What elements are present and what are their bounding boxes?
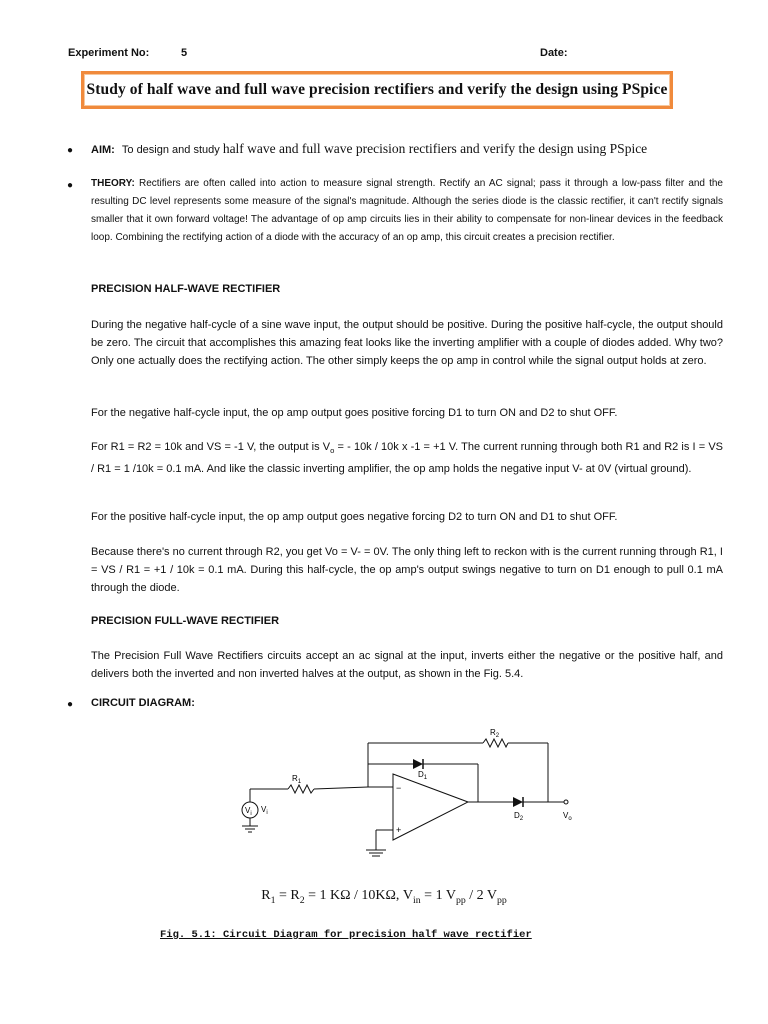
formula-sub: pp [455,894,466,906]
formula-part: = R [275,888,300,903]
label-vo: $V_o$ [563,811,572,822]
date-label: Date: [540,47,568,59]
half-wave-paragraph-4: For the positive half-cycle input, the op amp output goes negative forcing D2 to turn ON and D1 to shut OFF. [91,511,618,523]
half-wave-paragraph-3 [91,438,723,478]
formula-sub: in [413,894,421,906]
op-amp [393,774,468,840]
label-inverting-input: − [396,783,402,793]
aim-line [91,140,741,159]
label-d1: $D_1$ [418,770,428,781]
label-r2: $R_2$ [490,728,500,739]
p3-part-a: For R1 = R2 = 10k and VS = -1 V, the output is V [91,441,331,453]
component-values [0,888,768,906]
label-r1: $R_1$ [292,774,302,785]
half-wave-paragraph-2: For the negative half-cycle input, the op amp output goes positive forcing D1 to turn ON and D2 to shut OFF. [91,407,618,419]
aim-lead: To design and study [121,144,220,156]
p3-subscript: o [330,446,335,456]
aim-label: AIM: [91,144,115,156]
formula-part: / 2 V [465,888,497,903]
circuit-diagram [228,722,588,867]
label-vi-source: $V_i$ [245,806,252,817]
circuit-diagram-label: CIRCUIT DIAGRAM: [91,697,195,709]
half-wave-paragraph-5: Because there's no current through R2, you get Vo = V- = 0V. The only thing left to reckon with is the current running through R1, I = VS / R1 = +1 / 10k = 0.1 mA. During this half-cycle, the op amp's output swings negative to turn on D1 enough to pull 0.1 mA through the diode. [91,546,723,594]
diode-d2 [513,797,523,807]
bullet-icon: ● [67,145,74,156]
resistor-r2 [483,739,508,747]
experiment-label: Experiment No: [68,47,150,59]
bullet-icon: ● [67,180,74,191]
resistor-r1 [288,785,314,793]
theory-label: THEORY: [91,178,135,189]
figure-caption: Fig. 5.1: Circuit Diagram for precision half wave rectifier [160,929,532,941]
diode-d1 [413,759,423,769]
formula-sub: pp [496,894,507,906]
experiment-number: 5 [181,47,188,59]
formula-part: = 1 V [420,888,456,903]
half-wave-paragraph-1: During the negative half-cycle of a sine wave input, the output should be positive. During the positive half-cycle, the output should be zero. The circuit that accomplishes this amazing feat looks like the inverting amplifier with a couple of diodes added. Why two? Only one actually does the rectifying action. The other simply keeps the op amp in control while the signal output holds at zero. [91,319,723,367]
page-title: Study of half wave and full wave precision rectifiers and verify the design using PSpice [86,81,668,98]
formula-part: = 1 KΩ / 10KΩ, V [304,888,414,903]
formula-sub: 2 [299,894,305,906]
full-wave-paragraph: The Precision Full Wave Rectifiers circuits accept an ac signal at the input, inverts either the negative or the positive half, and delivers both the inverted and non inverted halves at the output, as shown in the Fig. 5.4. [91,650,723,680]
half-wave-heading: PRECISION HALF-WAVE RECTIFIER [91,283,281,295]
label-noninverting-input: + [396,825,402,835]
aim-text: half wave and full wave precision rectifiers and verify the design using PSpice [222,141,648,156]
formula-sub: 1 [270,894,276,906]
wire [314,787,368,789]
theory-text: Rectifiers are often called into action to measure signal strength. Rectify an AC signal; pass it through a low-pass filter and the resulting DC level represents some measure of the signal's magnitude. Although the series diode is the classic rectifier, it can't rectify signals smaller that it own forward voltage! The advantage of op amp circuits lies in their ability to compensate for non-linear devices in the feedback loop. Combining the rectifying action of a diode with the accuracy of an op amp, this circuit creates a precision rectifier. [91,178,723,243]
full-wave-heading: PRECISION FULL-WAVE RECTIFIER [91,615,280,627]
output-terminal [564,800,568,804]
bullet-icon: ● [67,699,74,710]
formula-part: R [261,888,271,903]
label-d2: $D_2$ [514,811,524,822]
label-vi: $V_i$ [261,805,268,816]
p3-part-b: = - 10k / 10k x -1 = +1 V. The current running through both R1 and R2 is I = VS / R1 = 1 /10k = 0.1 mA. And like the classic inverting amplifier, the op amp holds the negative input V- at 0V (virtual ground). [91,441,723,476]
title-box [81,71,673,109]
theory-paragraph [91,175,723,247]
